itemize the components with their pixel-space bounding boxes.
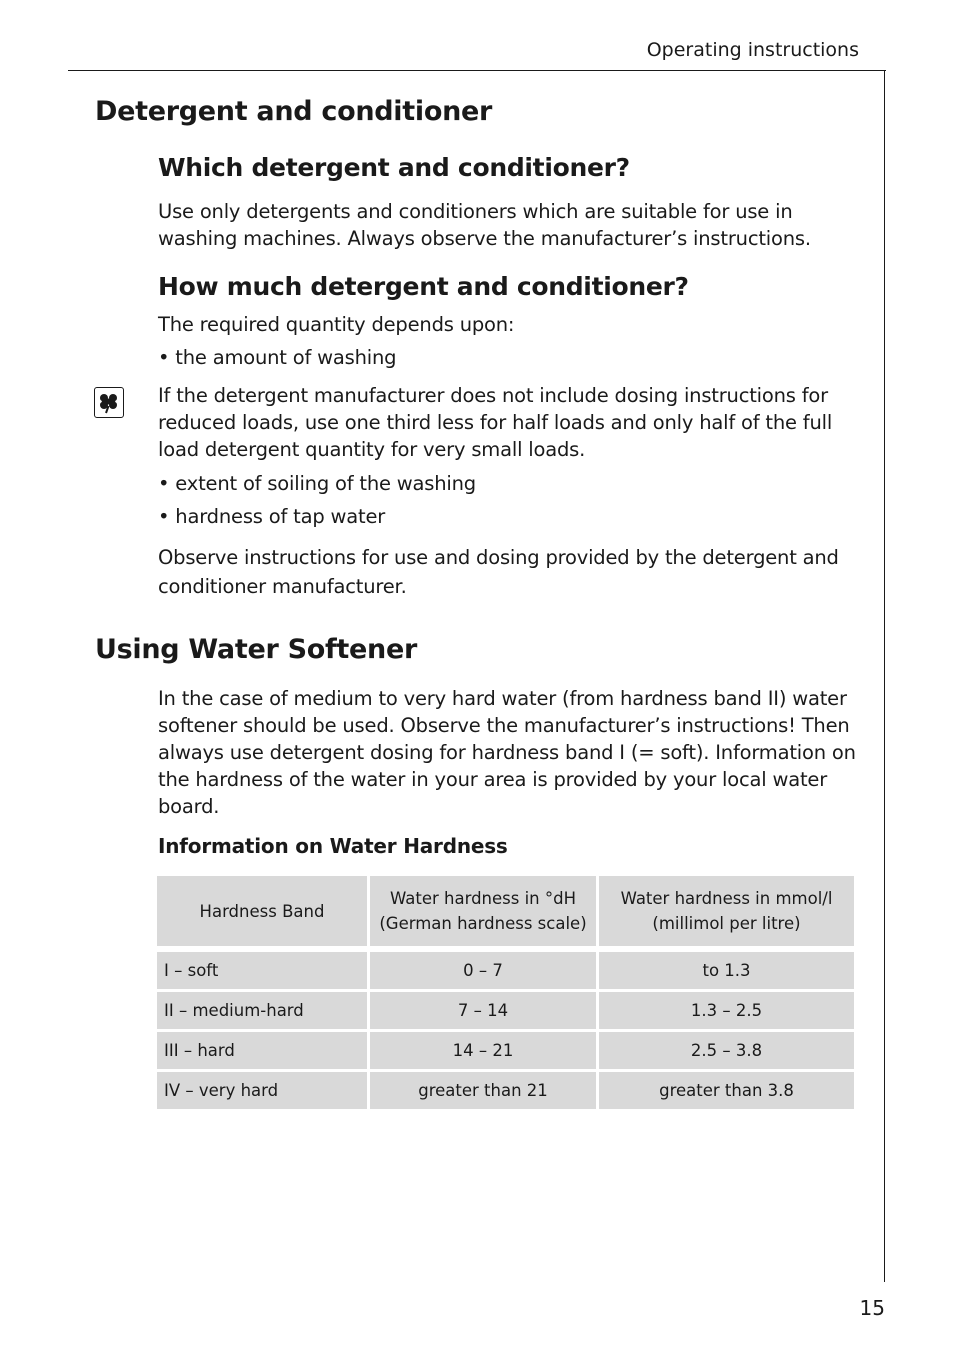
section-title-softener: Using Water Softener xyxy=(95,634,417,665)
subheading-which-detergent: Which detergent and conditioner? xyxy=(158,153,630,182)
cell-mmol: greater than 3.8 xyxy=(599,1072,854,1109)
cell-dh: 14 – 21 xyxy=(370,1032,596,1069)
table-header-row xyxy=(157,876,854,946)
running-header: Operating instructions xyxy=(646,39,859,61)
table-title: Information on Water Hardness xyxy=(158,834,508,858)
section-title-detergent: Detergent and conditioner xyxy=(95,96,493,127)
table-row xyxy=(157,1072,854,1109)
cell-band: III – hard xyxy=(157,1032,367,1069)
header-mmol xyxy=(599,876,854,946)
observe-instructions-text: Observe instructions for use and dosing provided by the detergent and conditioner manufacturer. xyxy=(158,546,839,598)
reduced-loads-tip: If the detergent manufacturer does not include dosing instructions for reduced loads, use one third less for half loads and only half of the full load detergent quantity for very small loads. xyxy=(158,384,833,461)
table-row xyxy=(157,952,854,989)
header-dh xyxy=(370,876,596,946)
header-dh-line1: Water hardness in °dH xyxy=(389,889,577,908)
header-mmol-line2: (millimol per litre) xyxy=(652,914,801,933)
cell-mmol: to 1.3 xyxy=(599,952,854,989)
cell-band: II – medium-hard xyxy=(157,992,367,1029)
header-dh-line2: (German hardness scale) xyxy=(379,914,587,933)
page-number: 15 xyxy=(859,1296,885,1320)
header-rule xyxy=(68,70,886,71)
table-row xyxy=(157,1032,854,1069)
bullet-hardness: • hardness of tap water xyxy=(158,505,386,528)
cell-dh: greater than 21 xyxy=(370,1072,596,1109)
cell-dh: 0 – 7 xyxy=(370,952,596,989)
depends-text: The required quantity depends upon: xyxy=(158,313,515,336)
bullet-amount: • the amount of washing xyxy=(158,346,397,369)
environment-tip-icon xyxy=(94,387,124,418)
table-row xyxy=(157,992,854,1029)
water-hardness-table xyxy=(154,873,857,1112)
side-rule xyxy=(884,70,885,1282)
cell-band: IV – very hard xyxy=(157,1072,367,1109)
which-detergent-text: Use only detergents and conditioners which are suitable for use in washing machines. Always observe the manufacturer’s instructions. xyxy=(158,200,811,250)
cell-band: I – soft xyxy=(157,952,367,989)
cell-mmol: 1.3 – 2.5 xyxy=(599,992,854,1029)
softener-text: In the case of medium to very hard water (from hardness band II) water softener should be used. Observe the manufacturer’s instructions! Then always use detergent dosing for hardness band I (= soft). Information on the hardness of the water in your area is provided by your local water board. xyxy=(158,687,856,818)
subheading-how-much: How much detergent and conditioner? xyxy=(158,272,689,301)
cell-dh: 7 – 14 xyxy=(370,992,596,1029)
header-hardness-band: Hardness Band xyxy=(157,876,367,946)
header-mmol-line1: Water hardness in mmol/l xyxy=(620,889,833,908)
cell-mmol: 2.5 – 3.8 xyxy=(599,1032,854,1069)
bullet-soiling: • extent of soiling of the washing xyxy=(158,472,476,495)
